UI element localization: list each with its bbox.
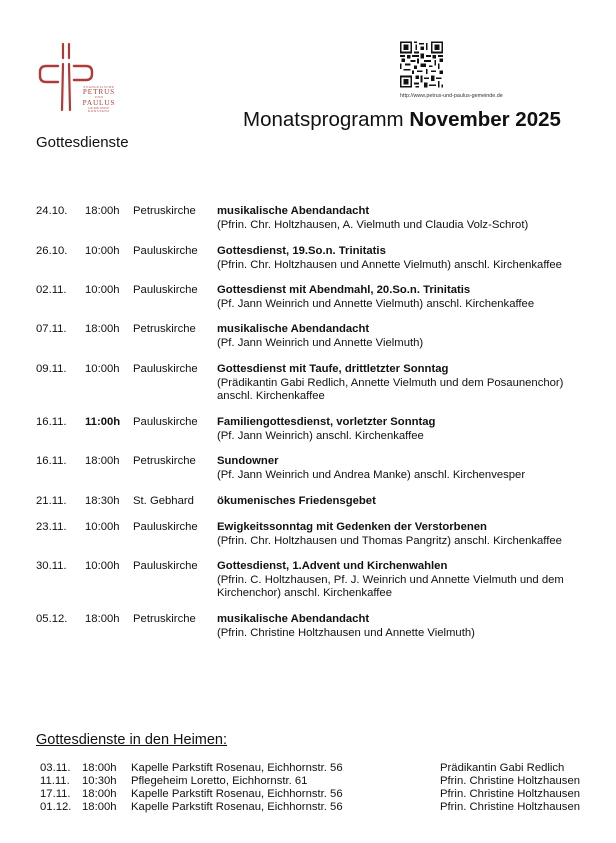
service-date: 05.12. xyxy=(36,613,68,625)
service-title: musikalische Abendandacht xyxy=(217,323,370,335)
section-heading: Gottesdienste xyxy=(36,134,129,151)
service-church: Pauluskirche xyxy=(133,284,198,296)
heim-place: Pflegeheim Loretto, Eichhornstr. 61 xyxy=(131,775,308,787)
heim-date: 01.12. xyxy=(40,801,72,813)
service-time: 10:00h xyxy=(85,560,120,572)
heim-person: Prädikantin Gabi Redlich xyxy=(440,762,565,774)
service-date: 23.11. xyxy=(36,521,67,533)
service-church: Petruskirche xyxy=(133,613,196,625)
service-title: musikalische Abendandacht xyxy=(217,613,370,625)
service-detail: (Pfrin. Chr. Holtzhausen, A. Vielmuth und Claudia Volz-Schrot) xyxy=(217,218,529,231)
service-detail: (Pf. Jann Weinrich) anschl. Kirchenkaffee xyxy=(217,429,424,442)
service-detail: anschl. Kirchenkaffee xyxy=(217,390,325,402)
service-title: Gottesdienst, 19.So.n. Trinitatis xyxy=(217,245,386,257)
website-url[interactable]: http://www.petrus-und-paulus-gemeinde.de xyxy=(400,93,503,99)
service-detail: Kirchenchor) anschl. Kirchenkaffee xyxy=(217,587,392,599)
qr-code-icon[interactable] xyxy=(400,41,443,88)
service-title: Gottesdienst mit Abendmahl, 20.So.n. Trinitatis xyxy=(217,284,471,296)
service-title: Sundowner xyxy=(217,455,279,467)
service-time: 10:00h xyxy=(85,284,120,296)
service-detail: (Pf. Jann Weinrich und Annette Vielmuth) anschl. Kirchenkaffee xyxy=(217,297,535,310)
service-time: 18:00h xyxy=(85,205,120,217)
service-church: Pauluskirche xyxy=(133,363,198,375)
heim-place: Kapelle Parkstift Rosenau, Eichhornstr. 56 xyxy=(131,788,343,800)
service-description xyxy=(217,521,597,548)
service-description xyxy=(217,495,597,509)
service-detail: (Pf. Jann Weinrich und Andrea Manke) anschl. Kirchenvesper xyxy=(217,468,526,481)
service-title: Ewigkeitssonntag mit Gedenken der Verstorbenen xyxy=(217,521,487,533)
service-title: Gottesdienst mit Taufe, drittletzter Sonntag xyxy=(217,363,449,375)
service-church: Pauluskirche xyxy=(133,560,198,572)
page-title xyxy=(243,108,561,132)
service-time: 11:00h xyxy=(85,416,121,428)
heim-person: Pfrin. Christine Holtzhausen xyxy=(440,775,581,787)
service-date: 16.11. xyxy=(36,455,67,467)
service-time: 18:30h xyxy=(85,495,120,507)
service-title: ökumenisches Friedensgebet xyxy=(217,495,376,507)
service-description xyxy=(217,560,597,601)
service-church: Pauluskirche xyxy=(133,521,198,533)
heim-person: Pfrin. Christine Holtzhausen xyxy=(440,788,581,800)
title-month: November 2025 xyxy=(409,108,561,131)
service-church: Pauluskirche xyxy=(133,416,198,428)
service-date: 09.11. xyxy=(36,363,67,375)
logo-line: GEMEINDE xyxy=(88,105,110,110)
heim-place: Kapelle Parkstift Rosenau, Eichhornstr. 56 xyxy=(131,762,343,774)
title-regular: Monatsprogramm xyxy=(243,108,404,131)
service-date: 02.11. xyxy=(36,284,67,296)
service-date: 26.10. xyxy=(36,245,68,257)
service-description xyxy=(217,284,597,311)
logo-line: KONSTANZ xyxy=(88,109,110,114)
section-heading-heime: Gottesdienste in den Heimen: xyxy=(36,732,228,748)
service-church: Petruskirche xyxy=(133,455,196,467)
logo-line: EVANGELISCHE xyxy=(83,85,115,89)
logo-line: UND xyxy=(94,95,104,100)
service-detail: (Pfrin. Christine Holtzhausen und Annette Vielmuth) xyxy=(217,626,475,639)
heim-place: Kapelle Parkstift Rosenau, Eichhornstr. 56 xyxy=(131,801,343,813)
service-title: Familiengottesdienst, vorletzter Sonntag xyxy=(217,416,436,428)
service-detail: (Pfrin. Chr. Holtzhausen und Annette Vielmuth) anschl. Kirchenkaffee xyxy=(217,258,562,271)
service-time: 18:00h xyxy=(85,455,120,467)
heim-date: 17.11. xyxy=(40,788,71,800)
heim-time: 18:00h xyxy=(82,801,117,813)
heim-time: 10:30h xyxy=(82,775,117,787)
service-title: Gottesdienst, 1.Advent und Kirchenwahlen xyxy=(217,560,448,572)
service-date: 07.11. xyxy=(36,323,67,335)
service-detail: (Prädikantin Gabi Redlich, Annette Vielmuth und dem Posaunenchor) xyxy=(217,376,564,389)
service-description xyxy=(217,455,597,482)
service-time: 18:00h xyxy=(85,323,120,335)
service-date: 24.10. xyxy=(36,205,68,217)
service-detail: (Pf. Jann Weinrich und Annette Vielmuth) xyxy=(217,336,424,349)
service-title: musikalische Abendandacht xyxy=(217,205,370,217)
logo-text xyxy=(75,86,123,113)
logo-line: PAULUS xyxy=(82,98,116,107)
service-date: 30.11. xyxy=(36,560,67,572)
service-time: 10:00h xyxy=(85,245,120,257)
service-detail: (Pfrin. Chr. Holtzhausen und Thomas Pangritz) anschl. Kirchenkaffee xyxy=(217,534,562,547)
service-church: Petruskirche xyxy=(133,205,196,217)
service-date: 21.11. xyxy=(36,495,67,507)
service-church: Pauluskirche xyxy=(133,245,198,257)
service-description xyxy=(217,323,597,350)
heim-date: 03.11. xyxy=(40,762,71,774)
service-time: 18:00h xyxy=(85,613,120,625)
service-time: 10:00h xyxy=(85,363,120,375)
heim-time: 18:00h xyxy=(82,788,117,800)
heim-date: 11.11. xyxy=(40,775,70,787)
service-detail: (Pfrin. C. Holtzhausen, Pf. J. Weinrich und Annette Vielmuth und dem xyxy=(217,573,564,586)
logo-line: PETRUS xyxy=(82,88,116,97)
heim-person: Pfrin. Christine Holtzhausen xyxy=(440,801,581,813)
service-description xyxy=(217,205,597,232)
heim-time: 18:00h xyxy=(82,762,117,774)
service-time: 10:00h xyxy=(85,521,120,533)
service-description xyxy=(217,363,597,404)
service-church: Petruskirche xyxy=(133,323,196,335)
service-description xyxy=(217,613,597,640)
service-church: St. Gebhard xyxy=(133,495,194,507)
service-description xyxy=(217,245,597,272)
service-date: 16.11. xyxy=(36,416,67,428)
service-description xyxy=(217,416,597,443)
